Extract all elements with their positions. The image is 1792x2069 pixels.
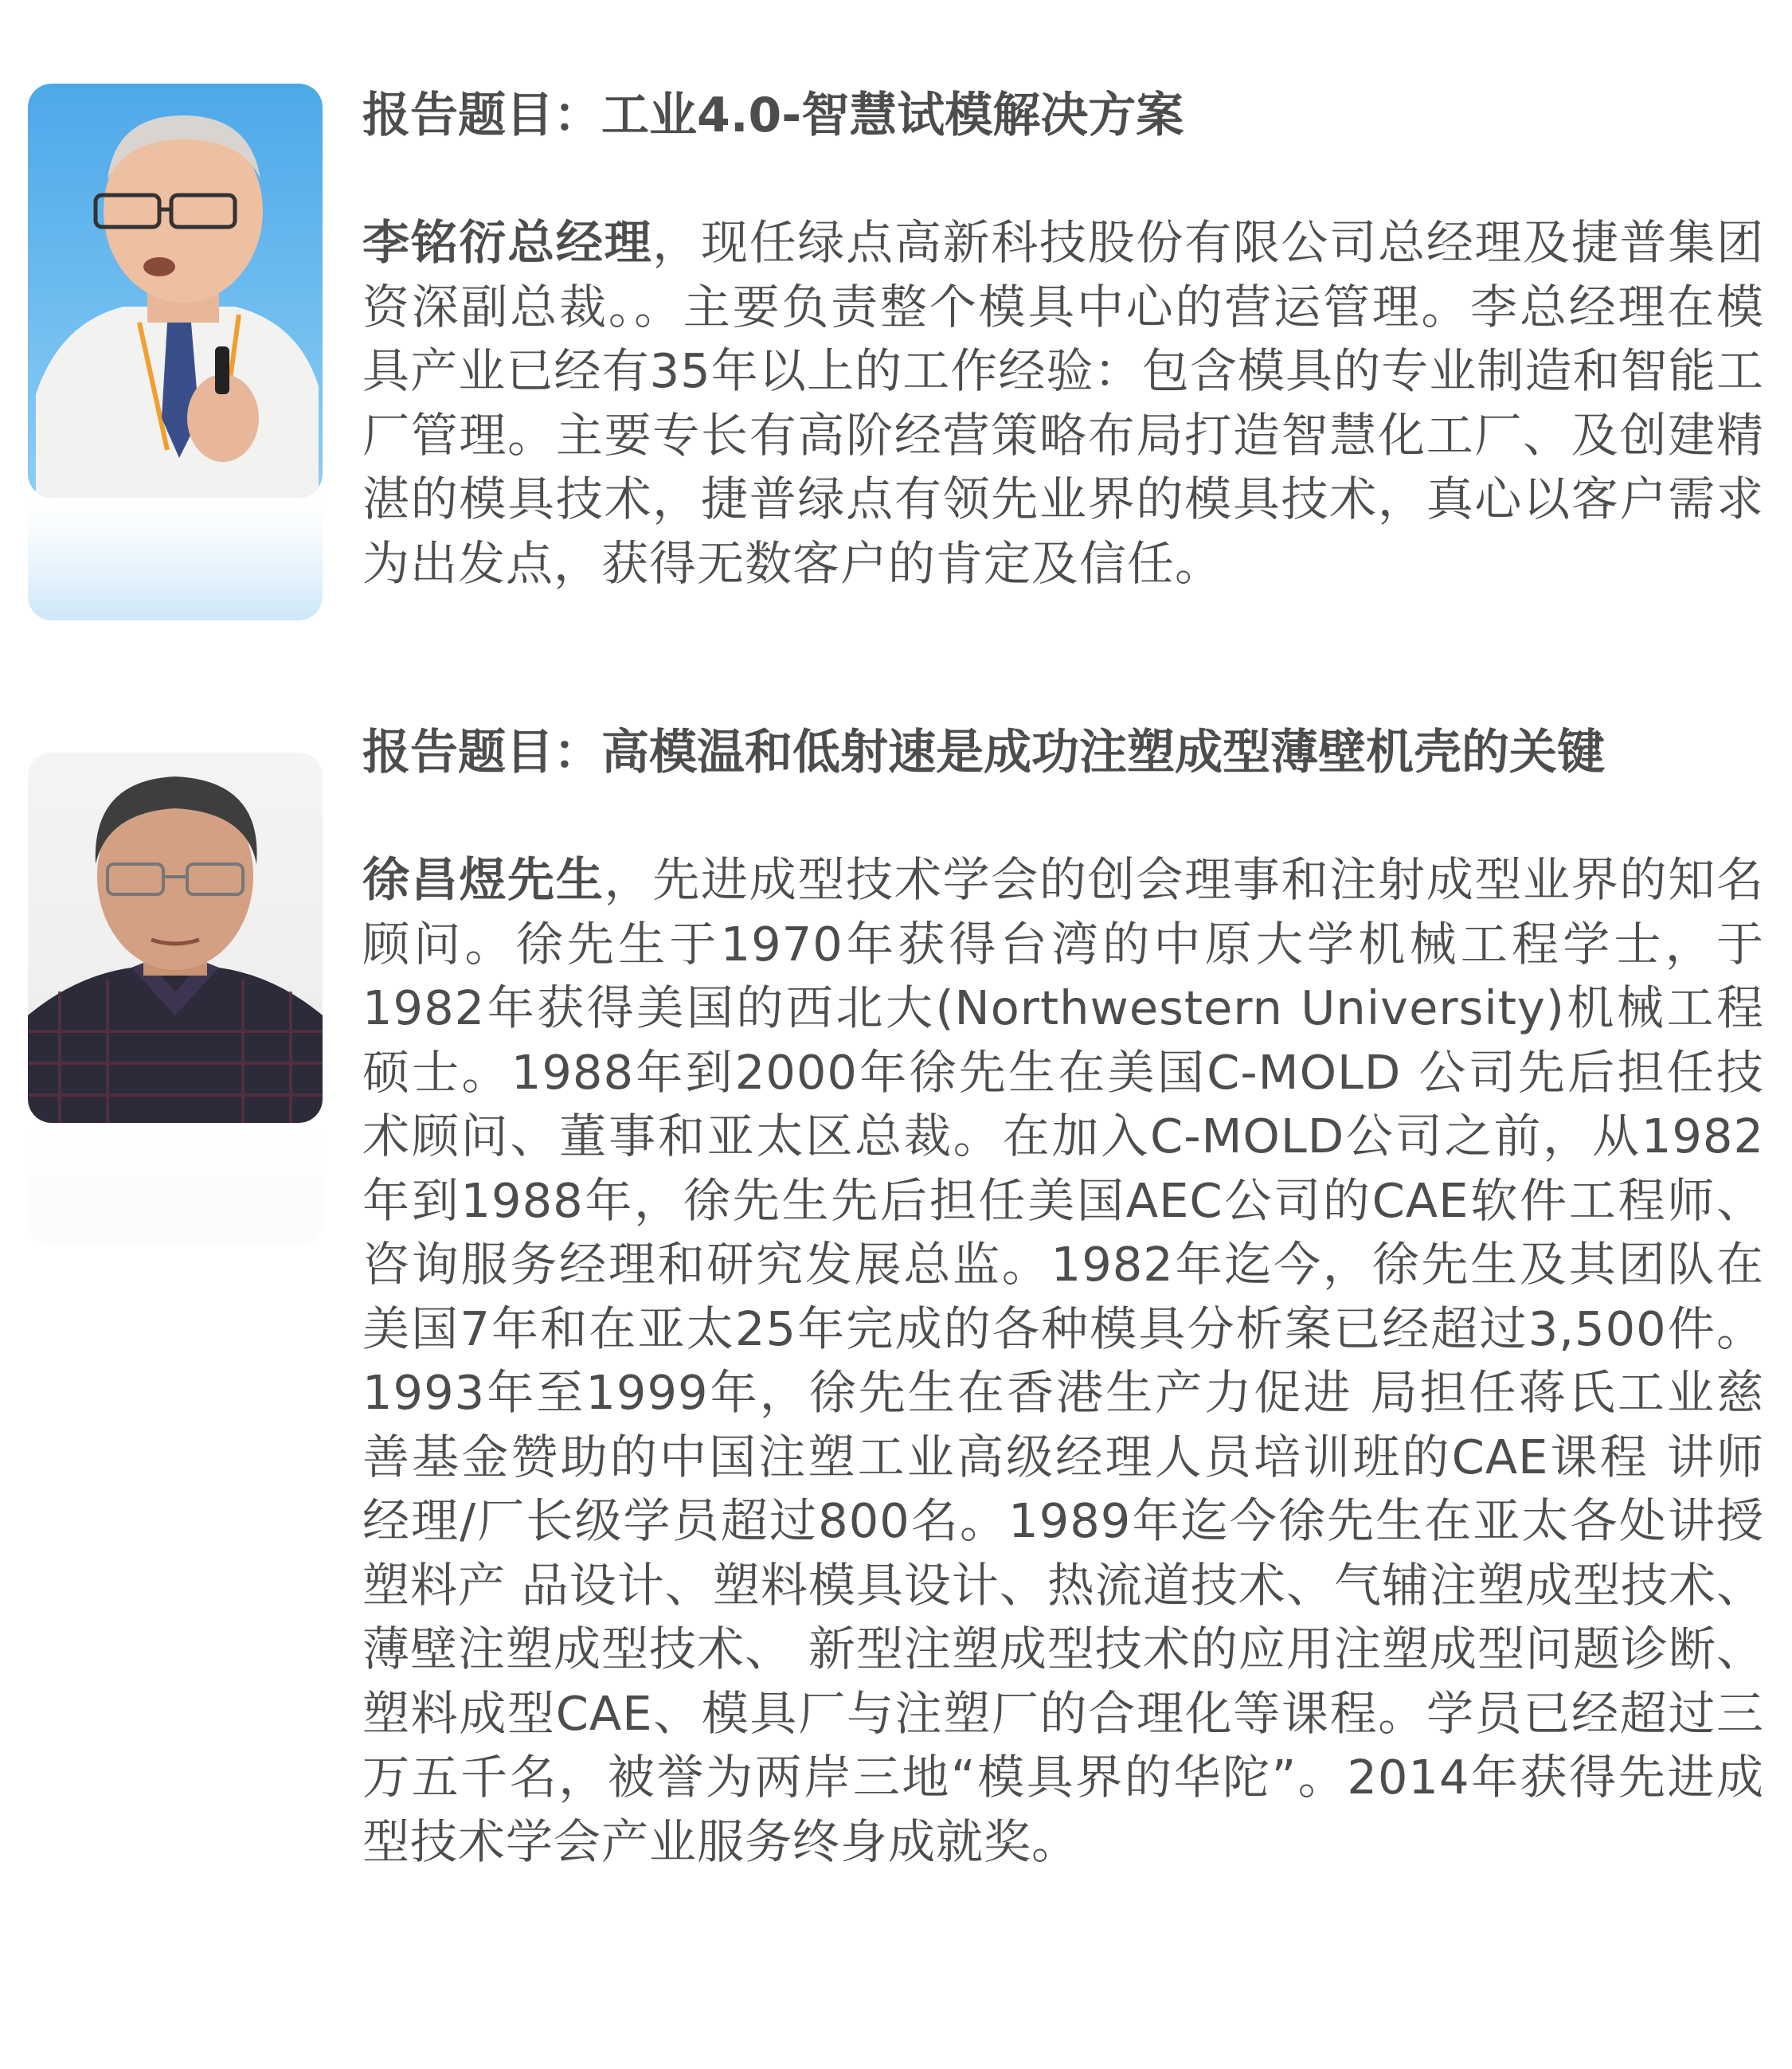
speaker-1-name: 李铭衍总经理 [362, 215, 653, 270]
speaker-2-bio [362, 848, 1764, 1874]
speaker-1-bio-text: ，现任绿点高新科技股份有限公司总经理及捷普集团资深副总裁。。主要负责整个模具中心的营运管理。李总经理在模具产业已经有35年以上的工作经验：包含模具的专业制造和智能工厂管理。主要专长有高阶经营策略布局打造智慧化工厂、及创建精湛的模具技术，捷普绿点有领先业界的模具技术，真心以客户需求为出发点，获得无数客户的肯定及信任。 [362, 215, 1764, 591]
speaker-2-text [362, 721, 1764, 1874]
speaker-1-text [362, 84, 1764, 596]
speaker-2-photo-reflection [28, 1126, 323, 1246]
speaker-2-topic: 报告题目：高模温和低射速是成功注塑成型薄壁机壳的关键 [362, 725, 1605, 780]
speaker-1-portrait-icon [28, 84, 323, 498]
speaker-1-bio [362, 211, 1764, 596]
speaker-1-topic: 报告题目：工业4.0-智慧试模解决方案 [362, 88, 1184, 143]
speaker-2-name: 徐昌煜先生 [362, 852, 605, 907]
speaker-2-photo [28, 753, 323, 1123]
speaker-1-photo-frame [28, 84, 323, 620]
speaker-1-photo-reflection [28, 501, 323, 620]
speaker-2-bio-text: ，先进成型技术学会的创会理事和注射成型业界的知名顾问。徐先生于1970年获得台湾的中原大学机械工程学士，于1982年获得美国的西北大(Northwestern University)机械工程硕士。1988年到2000年徐先生在美国C-MOLD 公司先后担任技术顾问、董事和亚太区总裁。在加入C-MOLD公司之前，从1982 年到1988年，徐先生先后担任美国AEC公司的CAE软件工程师、咨询服务经理和研究发展总监。1982年迄今，徐先生及其团队在美国7年和在亚太25年完成的各种模具分析案已经超过3,500件。1993年至1999年，徐先生在香港生产力促进 局担任蒋氏工业慈善基金赞助的中国注塑工业高级经理人员培训班的CAE课程 讲师经理/厂长级学员超过800名。1989年迄今徐先生在亚太各处讲授塑料产 品设计、塑料模具设计、热流道技术、气辅注塑成型技术、薄壁注塑成型技术、 新型注塑成型技术的应用注塑成型问题诊断、塑料成型CAE、模具厂与注塑厂的合理化等课程。学员已经超过三万五千名，被誉为两岸三地“模具界的华陀”。2014年获得先进成型技术学会产业服务终身成就奖。 [362, 852, 1764, 1869]
speaker-1-photo [28, 84, 323, 498]
speaker-2-photo-frame [28, 753, 323, 1246]
speaker-2-portrait-icon [28, 753, 323, 1123]
